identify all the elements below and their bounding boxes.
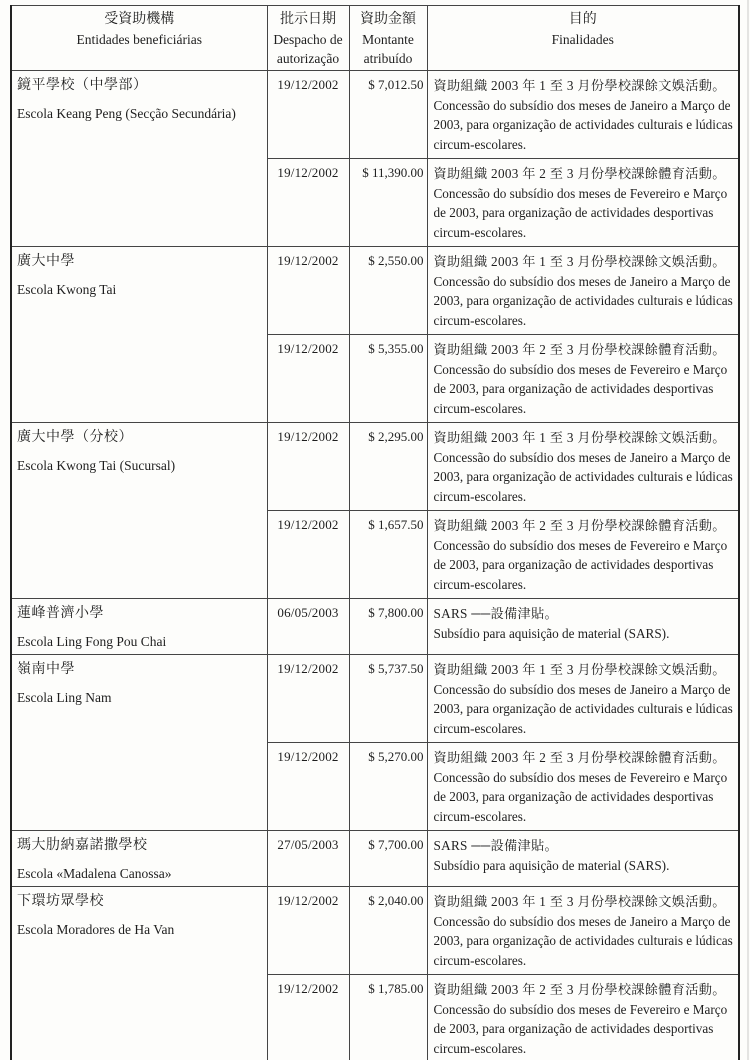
amount-cell: $ 5,737.50: [349, 655, 427, 743]
amount-cell: $ 5,270.00: [349, 743, 427, 831]
grant-row: [11, 887, 739, 975]
purpose-text-pt: Concessão do subsídio dos meses de Fevereiro e Março de 2003, para organização de actividades desportivas circum-escolares.: [433, 361, 728, 416]
column-header-amount: [349, 6, 427, 71]
purpose-cell: [427, 655, 739, 743]
authorization-date-cell: 19/12/2002: [267, 423, 349, 511]
authorization-date-cell: 19/12/2002: [267, 71, 349, 159]
entity-cell: [11, 71, 267, 247]
scan-edge-artifact: [747, 0, 749, 1060]
entity-name-pt: Escola Kwong Tai: [17, 282, 117, 297]
purpose-text-zh: 資助組織 2003 年 1 至 3 月份學校課餘文娛活動。: [433, 662, 726, 677]
purpose-cell: [427, 247, 739, 335]
purpose-text-zh: SARS ──設備津貼。: [433, 838, 559, 853]
purpose-text-pt: Concessão do subsídio dos meses de Janeiro a Março de 2003, para organização de actividades culturais e lúdicas circum-escolares.: [433, 97, 733, 152]
purpose-text-zh: 資助組織 2003 年 1 至 3 月份學校課餘文娛活動。: [433, 894, 726, 909]
column-header-purpose: [427, 6, 739, 71]
header-row: [11, 6, 739, 71]
entity-name-pt: Escola Ling Fong Pou Chai: [17, 634, 167, 649]
purpose-text-zh: 資助組織 2003 年 1 至 3 月份學校課餘文娛活動。: [433, 430, 726, 445]
column-header-date-pt-1: Despacho de: [273, 32, 343, 47]
column-header-purpose-pt: Finalidades: [551, 32, 614, 47]
column-header-amount-pt-2: atribuído: [363, 51, 413, 66]
entity-name-zh: 嶺南中學: [17, 662, 75, 677]
entity-cell: [11, 831, 267, 887]
entity-cell: [11, 887, 267, 1060]
grant-row: [11, 655, 739, 743]
authorization-date-cell: 19/12/2002: [267, 511, 349, 599]
subsidy-table: [10, 5, 740, 1060]
column-header-date-zh: 批示日期: [280, 12, 336, 27]
purpose-text-pt: Concessão do subsídio dos meses de Fevereiro e Março de 2003, para organização de actividades desportivas circum-escolares.: [433, 185, 728, 240]
entity-name-zh: 下環坊眾學校: [17, 894, 104, 909]
authorization-date-cell: 19/12/2002: [267, 159, 349, 247]
purpose-text-pt: Concessão do subsídio dos meses de Fevereiro e Março de 2003, para organização de actividades desportivas circum-escolares.: [433, 537, 728, 592]
grant-row: [11, 71, 739, 159]
column-header-date-pt-2: autorização: [276, 51, 340, 66]
column-header-amount-pt-1: Montante: [362, 32, 414, 47]
grant-row: [11, 831, 739, 887]
column-header-date: [267, 6, 349, 71]
amount-cell: $ 2,295.00: [349, 423, 427, 511]
purpose-text-zh: SARS ──設備津貼。: [433, 606, 559, 621]
entity-name-pt: Escola Kwong Tai (Sucursal): [17, 458, 176, 473]
amount-cell: $ 1,657.50: [349, 511, 427, 599]
purpose-cell: [427, 511, 739, 599]
grant-row: [11, 423, 739, 511]
entity-name-zh: 鏡平學校（中學部）: [17, 78, 148, 93]
purpose-text-zh: 資助組織 2003 年 2 至 3 月份學校課餘體育活動。: [433, 982, 726, 997]
purpose-text-zh: 資助組織 2003 年 2 至 3 月份學校課餘體育活動。: [433, 166, 726, 181]
authorization-date-cell: 06/05/2003: [267, 599, 349, 655]
purpose-cell: [427, 743, 739, 831]
entity-cell: [11, 599, 267, 655]
amount-cell: $ 5,355.00: [349, 335, 427, 423]
purpose-text-pt: Subsídio para aquisição de material (SARS).: [433, 625, 670, 641]
table-body: [11, 71, 739, 1060]
amount-cell: $ 11,390.00: [349, 159, 427, 247]
purpose-cell: [427, 887, 739, 975]
entity-name-pt: Escola Moradores de Ha Van: [17, 922, 175, 937]
authorization-date-cell: 19/12/2002: [267, 887, 349, 975]
entity-cell: [11, 247, 267, 423]
authorization-date-cell: 19/12/2002: [267, 975, 349, 1060]
amount-cell: $ 1,785.00: [349, 975, 427, 1060]
amount-cell: $ 7,800.00: [349, 599, 427, 655]
purpose-cell: [427, 831, 739, 887]
purpose-text-pt: Concessão do subsídio dos meses de Janeiro a Março de 2003, para organização de actividades culturais e lúdicas circum-escolares.: [433, 913, 733, 968]
purpose-cell: [427, 599, 739, 655]
entity-name-zh: 瑪大肋納嘉諾撒學校: [17, 838, 148, 853]
authorization-date-cell: 19/12/2002: [267, 655, 349, 743]
purpose-text-pt: Subsídio para aquisição de material (SARS).: [433, 857, 670, 873]
entity-name-zh: 蓮峰普濟小學: [17, 606, 104, 621]
purpose-cell: [427, 975, 739, 1060]
entity-cell: [11, 655, 267, 831]
entity-cell: [11, 423, 267, 599]
entity-name-pt: Escola Keang Peng (Secção Secundária): [17, 106, 236, 121]
amount-cell: $ 2,550.00: [349, 247, 427, 335]
purpose-cell: [427, 71, 739, 159]
column-header-entity-pt: Entidades beneficiárias: [76, 32, 203, 47]
entity-name-zh: 廣大中學（分校）: [17, 430, 133, 445]
grant-row: [11, 599, 739, 655]
purpose-text-pt: Concessão do subsídio dos meses de Fevereiro e Março de 2003, para organização de actividades desportivas circum-escolares.: [433, 769, 728, 824]
purpose-text-zh: 資助組織 2003 年 1 至 3 月份學校課餘文娛活動。: [433, 254, 726, 269]
grant-row: [11, 247, 739, 335]
column-header-entity: [11, 6, 267, 71]
purpose-text-pt: Concessão do subsídio dos meses de Fevereiro e Março de 2003, para organização de actividades desportivas circum-escolares.: [433, 1001, 728, 1056]
authorization-date-cell: 19/12/2002: [267, 335, 349, 423]
column-header-entity-zh: 受資助機構: [104, 12, 175, 27]
column-header-amount-zh: 資助金額: [360, 12, 416, 27]
purpose-text-zh: 資助組織 2003 年 2 至 3 月份學校課餘體育活動。: [433, 342, 726, 357]
amount-cell: $ 7,700.00: [349, 831, 427, 887]
authorization-date-cell: 19/12/2002: [267, 743, 349, 831]
authorization-date-cell: 19/12/2002: [267, 247, 349, 335]
entity-name-pt: Escola «Madalena Canossa»: [17, 866, 172, 881]
purpose-text-pt: Concessão do subsídio dos meses de Janeiro a Março de 2003, para organização de actividades culturais e lúdicas circum-escolares.: [433, 449, 733, 504]
purpose-text-pt: Concessão do subsídio dos meses de Janeiro a Março de 2003, para organização de actividades culturais e lúdicas circum-escolares.: [433, 273, 733, 328]
column-header-purpose-zh: 目的: [568, 12, 597, 27]
purpose-cell: [427, 423, 739, 511]
purpose-text-pt: Concessão do subsídio dos meses de Janeiro a Março de 2003, para organização de actividades culturais e lúdicas circum-escolares.: [433, 681, 733, 736]
purpose-cell: [427, 335, 739, 423]
purpose-text-zh: 資助組織 2003 年 2 至 3 月份學校課餘體育活動。: [433, 518, 726, 533]
amount-cell: $ 7,012.50: [349, 71, 427, 159]
purpose-text-zh: 資助組織 2003 年 1 至 3 月份學校課餘文娛活動。: [433, 78, 726, 93]
entity-name-pt: Escola Ling Nam: [17, 690, 112, 705]
amount-cell: $ 2,040.00: [349, 887, 427, 975]
purpose-cell: [427, 159, 739, 247]
authorization-date-cell: 27/05/2003: [267, 831, 349, 887]
purpose-text-zh: 資助組織 2003 年 2 至 3 月份學校課餘體育活動。: [433, 750, 726, 765]
entity-name-zh: 廣大中學: [17, 254, 75, 269]
